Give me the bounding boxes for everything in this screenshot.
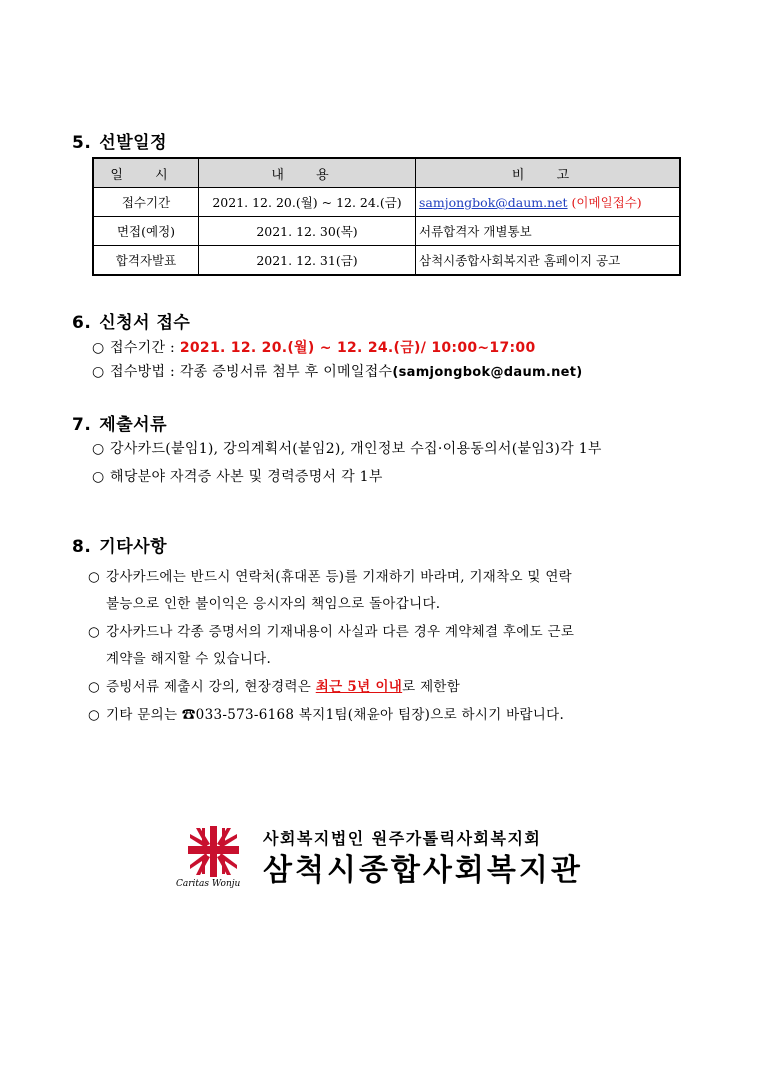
email-note: (이메일접수): [567, 195, 642, 210]
section-title: 선발일정: [99, 133, 167, 153]
line-text: 해당분야 자격증 사본 및 경력증명서 각 1부: [110, 469, 383, 485]
table-row: [93, 246, 680, 276]
header-cell: 내 용: [199, 158, 416, 188]
email-link[interactable]: samjongbok@daum.net: [419, 195, 568, 210]
row-note: 서류합격자 개별통보: [416, 217, 681, 246]
org-parent-name: 사회복지법인 원주가톨릭사회복지회: [263, 829, 542, 848]
bullet-icon: ○: [88, 679, 101, 695]
line-text: 기타 문의는 ☎033-573-6168 복지1팀(채윤아 팀장)으로 하시기 바랍니다.: [106, 707, 565, 723]
section-number: 8.: [72, 537, 92, 557]
bullet-icon: ○: [92, 340, 105, 356]
section-number: 6.: [72, 313, 92, 333]
line-prefix: 접수방법 : 각종 증빙서류 첨부 후 이메일접수: [110, 364, 393, 380]
line-text: 강사카드에는 반드시 연락처(휴대폰 등)를 기재하기 바라며, 기재착오 및 연락: [106, 569, 573, 585]
header-cell: 비 고: [416, 158, 681, 188]
s8-line-3: [88, 675, 460, 695]
s7-line-2: [92, 466, 383, 486]
row-content: 2021. 12. 31(금): [199, 246, 416, 276]
section-5-heading: [72, 128, 167, 153]
table-row: [93, 188, 680, 217]
schedule-table: [92, 157, 681, 276]
s8-line-2b: 계약을 해지할 수 있습니다.: [106, 651, 272, 667]
section-8-heading: [72, 532, 167, 557]
line-text: 증빙서류 제출시 강의, 현장경력은: [106, 679, 316, 695]
row-label: 합격자발표: [93, 246, 199, 276]
line-prefix: 접수기간 :: [110, 340, 180, 356]
line-text: 강사카드나 각종 증명서의 기재내용이 사실과 다른 경우 계약체결 후에도 근로: [106, 624, 575, 640]
section-number: 5.: [72, 133, 92, 153]
section-number: 7.: [72, 415, 92, 435]
section-title: 신청서 접수: [99, 313, 191, 333]
bullet-icon: ○: [92, 364, 105, 380]
section-title: 기타사항: [99, 537, 167, 557]
logo-caption: Caritas Wonju: [176, 879, 241, 889]
bullet-icon: ○: [92, 441, 105, 457]
row-content: 2021. 12. 20.(월) ~ 12. 24.(금): [199, 188, 416, 217]
s8-line-1a: [88, 565, 572, 585]
table-row: [93, 217, 680, 246]
row-note: 삼척시종합사회복지관 홈페이지 공고: [416, 246, 681, 276]
line-text: 로 제한함: [402, 679, 461, 695]
line-text: 강사카드(붙임1), 강의계획서(붙임2), 개인정보 수집·이용동의서(붙임3)각 1부: [110, 441, 602, 457]
email-value: (samjongbok@daum.net): [392, 365, 583, 380]
s7-line-1: [92, 438, 602, 458]
section-7-heading: [72, 410, 167, 435]
section-title: 제출서류: [99, 415, 167, 435]
row-note: [416, 188, 681, 217]
table-header-row: [93, 158, 680, 188]
section-6-heading: [72, 308, 190, 333]
s8-line-4: [88, 703, 564, 723]
highlight-text: 최근 5년 이내: [315, 679, 403, 695]
s8-line-1b: 불능으로 인한 불이익은 응시자의 책임으로 돌아갑니다.: [106, 596, 441, 612]
bullet-icon: ○: [88, 707, 101, 723]
org-name: 삼척시종합사회복지관: [263, 853, 583, 888]
s6-line-1: [92, 337, 536, 357]
s6-line-2: [92, 361, 583, 381]
row-content: 2021. 12. 30(목): [199, 217, 416, 246]
row-label: 면접(예정): [93, 217, 199, 246]
bullet-icon: ○: [88, 624, 101, 640]
period-value: 2021. 12. 20.(월) ~ 12. 24.(금)/ 10:00~17:00: [179, 340, 536, 356]
caritas-cross-logo-icon: [186, 824, 241, 879]
bullet-icon: ○: [88, 569, 101, 585]
s8-line-2a: [88, 620, 574, 640]
row-label: 접수기간: [93, 188, 199, 217]
header-cell: 일 시: [93, 158, 199, 188]
bullet-icon: ○: [92, 469, 105, 485]
